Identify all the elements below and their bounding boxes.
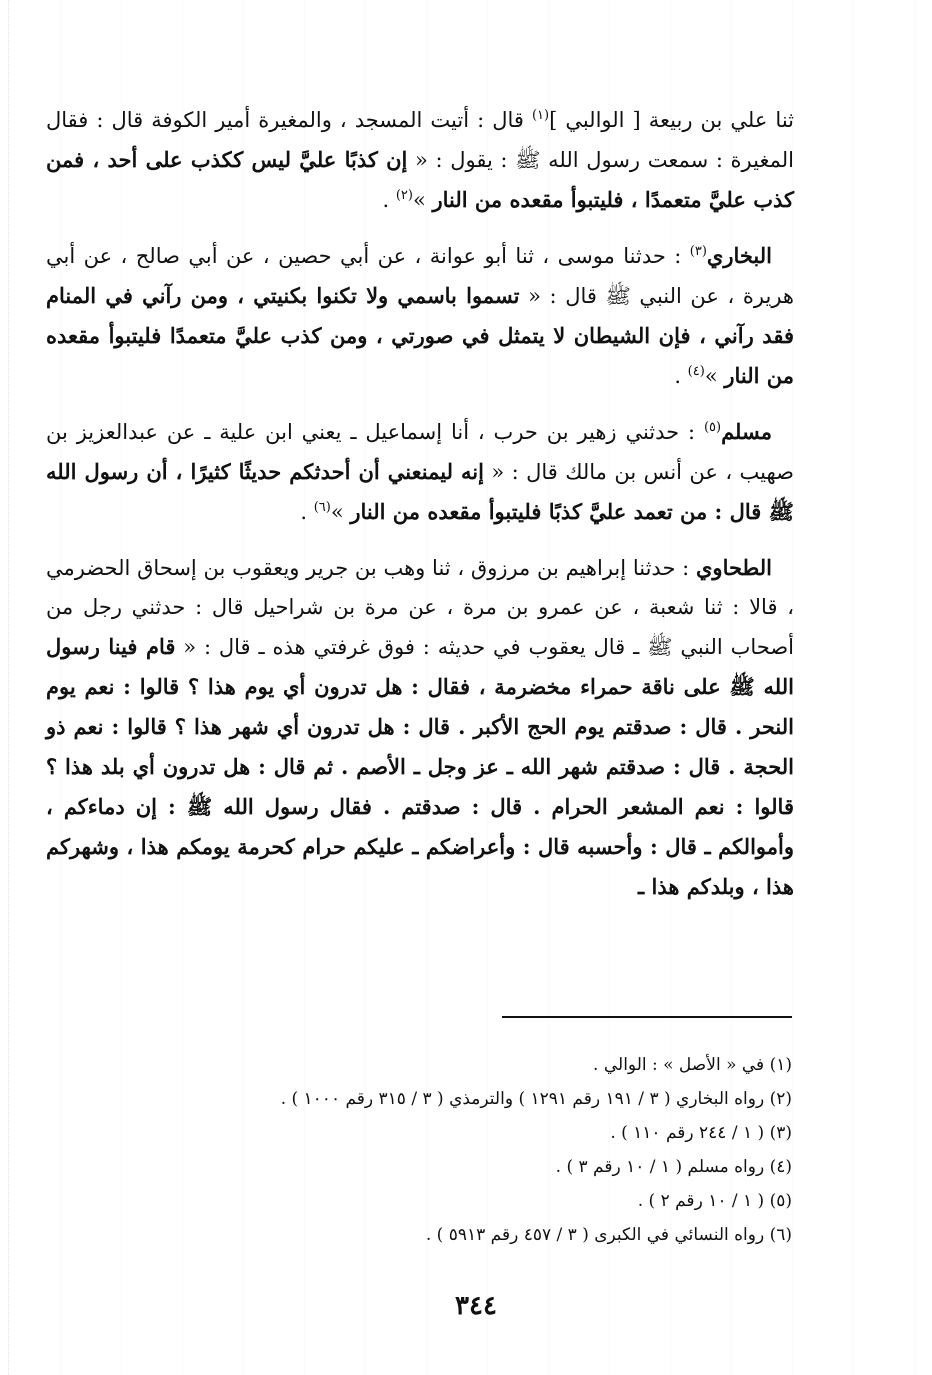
footnote-ref: (٣): [689, 244, 707, 259]
footnote-4: (٤) رواه مسلم ( ١ / ١٠ رقم ٣ ) .: [555, 1157, 792, 1177]
quote-close: »: [704, 364, 725, 388]
footnote-2: (٢) رواه البخاري ( ٣ / ١٩١ رقم ١٢٩١ ) والترمذي ( ٣ / ٣١٥ رقم ١٠٠٠ ) .: [280, 1089, 792, 1109]
main-text: [46, 100, 794, 923]
footnote-divider: [502, 1016, 792, 1018]
footnote-6: (٦) رواه النسائي في الكبرى ( ٣ / ٤٥٧ رقم ٥٩١٣ ) .: [425, 1225, 792, 1245]
footnote-ref: (٦): [313, 500, 331, 515]
footnote-ref: (٥): [703, 420, 722, 435]
footnotes: [46, 1048, 792, 1252]
footnote-1: (١) في « الأصل » : الوالي .: [593, 1055, 792, 1075]
page-number: ٣٤٤: [455, 1291, 497, 1321]
footnote-5: (٥) ( ١ / ١٠ رقم ٢ ) .: [637, 1191, 792, 1211]
paragraph-4: [46, 548, 794, 907]
hadith-quote: قام فينا رسول الله ﷺ على ناقة حمراء مخضرمة ، فقال : هل تدرون أي يوم هذا ؟ قالوا : نعم يوم النحر . قال : صدقتم يوم الحج الأكبر . قال : هل تدرون أي شهر هذا ؟ قالوا : نعم ذو الحجة . قال : صدقتم شهر الله ـ عز وجل ـ الأصم . ثم قال : هل تدرون أي بلد هذا ؟ قالوا : نعم المشعر الحرام . قال : صدقتم . فقال رسول الله ﷺ : إن دماءكم ، وأموالكم ـ قال : وأحسبه قال : وأعراضكم ـ عليكم حرام كحرمة يومكم هذا ، وشهركم هذا ، وبلدكم هذا ـ: [46, 634, 794, 899]
paragraph-text: قال : أتيت المسجد ، والمغيرة أمير الكوفة قال : فقال المغيرة : سمعت رسول الله ﷺ : يقول : «: [46, 108, 794, 172]
paragraph-text: ثنا علي بن ربيعة [ الوالبي ]: [549, 108, 794, 132]
paragraph-tail: .: [674, 364, 688, 388]
paragraph-tail: .: [300, 500, 314, 524]
paragraph-text: : حدثني زهير بن حرب ، أنا إسماعيل ـ يعني ابن علية ـ عن عبدالعزيز بن صهيب ، عن أنس بن مالك قال : «: [46, 420, 794, 484]
paragraph-text: : حدثنا موسى ، ثنا أبو عوانة ، عن أبي حصين ، عن أبي صالح ، عن أبي هريرة ، عن النبي ﷺ قال : «: [46, 244, 794, 308]
hadith-quote: تسموا باسمي ولا تكنوا بكنيتي ، ومن رآني في المنام فقد رآني ، فإن الشيطان لا يتمثل في صورتي ، ومن كذب عليَّ متعمدًا فليتبوأ مقعده من النار: [46, 283, 794, 388]
footnote-3: (٣) ( ١ / ٢٤٤ رقم ١١٠ ) .: [610, 1123, 792, 1143]
hadith-quote: إنه ليمنعني أن أحدثكم حديثًا كثيرًا ، أن رسول الله ﷺ قال : من تعمد عليَّ كذبًا فليتبوأ مقعده من النار: [46, 459, 794, 524]
paragraph-lead: البخاري: [706, 243, 772, 268]
quote-close: »: [330, 500, 351, 524]
paragraph-tail: .: [382, 188, 396, 212]
paragraph-lead: الطحاوي: [696, 555, 772, 580]
paragraph-text: : حدثنا إبراهيم بن مرزوق ، ثنا وهب بن جرير ويعقوب بن إسحاق الحضرمي ، قالا : ثنا شعبة ، عن عمرو بن مرة ، عن مرة بن شراحيل قال : حدثني رجل من أصحاب النبي ﷺ ـ قال يعقوب في حديثه : فوق غرفتي هذه ـ قال : «: [46, 556, 794, 659]
footnote-ref: (٤): [687, 364, 705, 379]
paragraph-lead: مسلم: [721, 419, 772, 444]
paragraph-2: [46, 236, 794, 396]
footnote-ref: (١): [531, 108, 550, 123]
quote-close: »: [412, 188, 433, 212]
paragraph-1: [46, 100, 794, 220]
scan-edge: [8, 0, 27, 1375]
footnote-ref: (٢): [395, 188, 413, 203]
paragraph-3: [46, 412, 794, 532]
hadith-quote: إن كذبًا عليَّ ليس ككذب على أحد ، فمن كذب عليَّ متعمدًا ، فليتبوأ مقعده من النار: [46, 147, 794, 212]
